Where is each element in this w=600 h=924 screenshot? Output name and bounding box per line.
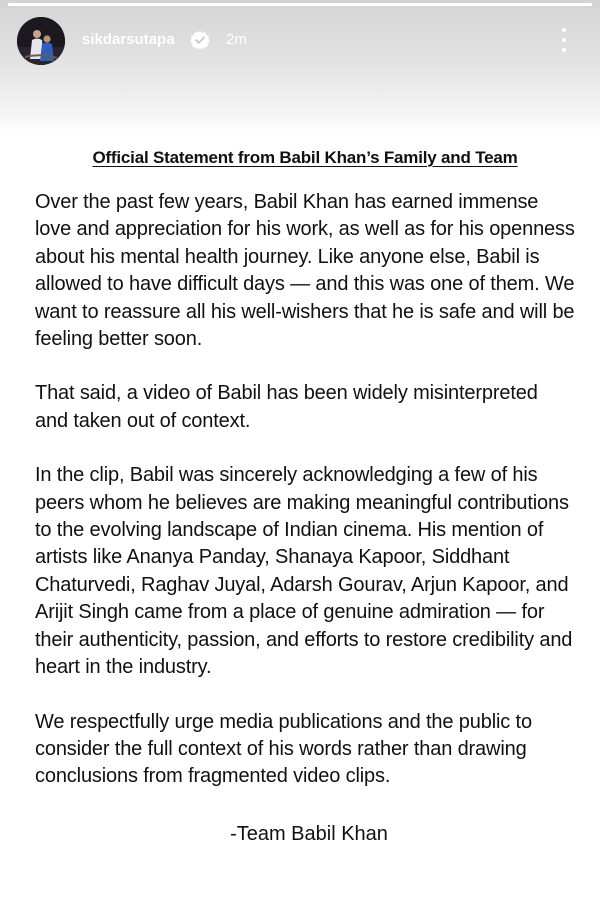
story-progress-bar: [8, 3, 592, 6]
statement-title: Official Statement from Babil Khan’s Family and Team: [92, 148, 518, 167]
statement-content: [35, 148, 575, 846]
statement-paragraph: In the clip, Babil was sincerely acknowledging a few of his peers whom he believes are making meaningful contributions to the evolving landscape of Indian cinema. His mention of artists like Ananya Panday, Shanaya Kapoor, Siddhant Chaturvedi, Raghav Juyal, Adarsh Gourav, Arjun Kapoor, and Arijit Singh came from a place of genuine admiration — for their authenticity, passion, and efforts to restore credibility and heart in the industry.: [35, 464, 573, 679]
story-header: [0, 0, 600, 132]
avatar-photo: [17, 17, 65, 65]
more-vertical-icon[interactable]: [552, 26, 576, 54]
story-progress-fill: [8, 3, 592, 6]
verified-badge-icon: [190, 30, 210, 50]
statement-paragraph: We respectfully urge media publications and the public to consider the full context of his words rather than drawing conclusions from fragmented video clips.: [35, 710, 532, 788]
story-username[interactable]: sikdarsutapa: [82, 31, 175, 48]
avatar[interactable]: [17, 17, 65, 65]
statement-paragraph: Over the past few years, Babil Khan has earned immense love and appreciation for his work, as well as for his openness about his mental health journey. Like anyone else, Babil is allowed to have difficult days — and this was one of them. We want to reassure all his well-wishers that he is safe and will be feeling better soon.: [35, 191, 575, 351]
story-timestamp: 2m: [226, 31, 247, 48]
statement-signature: -Team Babil Khan: [230, 822, 388, 845]
statement-paragraph: That said, a video of Babil has been widely misinterpreted and taken out of context.: [35, 382, 538, 432]
